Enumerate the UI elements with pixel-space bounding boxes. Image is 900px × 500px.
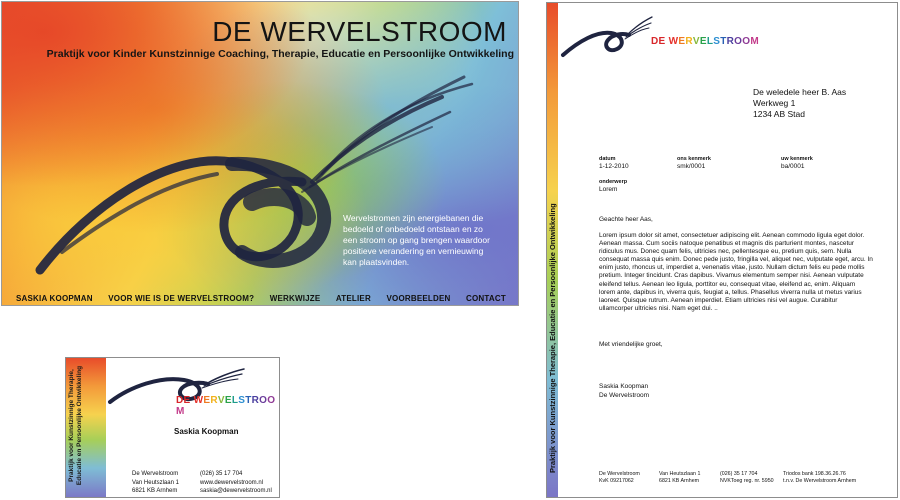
logo-letter: O — [267, 395, 276, 406]
logo-letter: L — [706, 36, 714, 47]
logo-letter: R — [210, 395, 218, 406]
logo-letter: S — [238, 395, 246, 406]
card-address-line: 6821 KB Arnhem — [132, 488, 178, 494]
website-mockup — [1, 1, 519, 306]
logo-letter: L — [231, 395, 239, 406]
logo-letter: V — [217, 395, 225, 406]
nav-voor-wie[interactable]: VOOR WIE IS DE WERVELSTROOM? — [108, 294, 255, 303]
signature-line: De Wervelstroom — [599, 391, 650, 399]
ref-label: datum — [599, 156, 616, 162]
footer-col-phone — [720, 471, 774, 485]
footer-line: 6821 KB Arnhem — [659, 478, 700, 484]
logo-prefix: DE — [651, 36, 669, 47]
logo-letter: T — [720, 36, 727, 47]
logo-letter: O — [734, 36, 743, 47]
logo-letter: R — [685, 36, 693, 47]
ref-label: ons kenmerk — [677, 156, 711, 162]
card-phone: (026) 35 17 704 — [200, 471, 243, 477]
logo-letter: W — [668, 36, 679, 47]
card-contact — [200, 470, 272, 496]
card-logo-wordmark — [176, 395, 279, 417]
letter-body: Lorem ipsum dolor sit amet, consectetuer adipiscing elit. Aenean commodo ligula eget dolor. Aenean massa. Cum sociis natoque penatibus et magnis dis parturient montes, nascetur ridiculus mus. Donec quam felis, ultricies nec, pellentesque eu, pretium quis, sem. Nulla consequat massa quis enim. Donec pede justo, fringilla vel, aliquet nec, vulputate eget, arcu. In enim justo, rhoncus ut, imperdiet a, venenatis vitae, justo. Nullam dictum felis eu pede mollis pretium. Integer tincidunt. Cras dapibus. Vivamus elementum semper nisi. Aenean vulputate eleifend tellus. Aenean leo ligula, porttitor eu, consequat vitae, eleifend ac, enim. Aliquam lorem ante, dapibus in, viverra quis, feugiat a, tellus. Phasellus viverra nulla ut metus varius laoreet. Quisque rutrum. Aenean imperdiet. Etiam ultricies nisi vel augue. Curabitur ullamcorper ultricies nisi. Nam eget dui. .. — [599, 232, 873, 312]
footer-line: Triodos bank 198.36.26.76 — [783, 471, 846, 477]
logo-letter: T — [245, 395, 252, 406]
footer-col-bank — [783, 471, 856, 485]
site-title: DE WERVELSTROOM — [212, 16, 507, 47]
logo-letter: S — [713, 36, 721, 47]
site-navigation — [2, 294, 519, 306]
card-email[interactable]: saskia@dewervelstroom.nl — [200, 488, 272, 494]
footer-col-address — [659, 471, 700, 485]
logo-letter: M — [750, 36, 759, 47]
nav-contact[interactable]: CONTACT — [466, 294, 506, 303]
footer-line: Van Heutszlaan 1 — [659, 471, 701, 477]
logo-letter: O — [259, 395, 268, 406]
subject-value: Lorem — [599, 186, 618, 193]
letter-strip-text: Praktijk voor Kunstzinnige Therapie, Educatie en Persoonlijke Ontwikkeling — [548, 203, 557, 473]
footer-line: KvK 09217062 — [599, 478, 634, 484]
letterhead-document — [546, 2, 898, 498]
ref-value: 1-12-2010 — [599, 163, 629, 170]
salutation: Geachte heer Aas, — [599, 216, 653, 223]
logo-letter: R — [726, 36, 735, 47]
logo-letter: E — [203, 395, 211, 406]
nav-voorbeelden[interactable]: VOORBEELDEN — [386, 294, 451, 303]
ref-ons-kenmerk — [677, 155, 711, 171]
footer-line: NVKToeg reg. nr. 5950 — [720, 478, 774, 484]
business-card — [65, 357, 280, 498]
nav-werkwijze[interactable]: WERKWIJZE — [269, 294, 321, 303]
ref-datum — [599, 155, 629, 171]
logo-letter: E — [699, 36, 707, 47]
logo-letter: E — [678, 36, 686, 47]
card-website[interactable]: www.dewervelstroom.nl — [200, 479, 264, 486]
subject — [599, 178, 627, 194]
card-person-name: Saskia Koopman — [174, 427, 239, 436]
nav-atelier[interactable]: ATELIER — [335, 294, 371, 303]
recipient-line: De weledele heer B. Aas — [753, 87, 847, 97]
footer-col-company — [599, 471, 640, 485]
closing: Met vriendelijke groet, — [599, 341, 663, 348]
ref-value: ba/0001 — [781, 163, 805, 170]
card-rainbow-strip — [66, 358, 106, 498]
footer-line: (026) 35 17 704 — [720, 471, 758, 477]
signature — [599, 383, 649, 400]
site-subtitle: Praktijk voor Kinder Kunstzinnige Coaching, Therapie, Educatie en Persoonlijke Ontwikkeling — [46, 48, 514, 60]
letter-rainbow-strip — [547, 3, 558, 498]
card-strip-text: Praktijk voor Kunstzinnige Therapie, Educatie en Persoonlijke Ontwikkeling — [68, 365, 83, 486]
logo-letter: E — [224, 395, 232, 406]
card-address — [132, 470, 179, 496]
ref-value: smk/0001 — [677, 163, 706, 170]
nav-saskia-koopman[interactable]: SASKIA KOOPMAN — [16, 294, 93, 303]
site-intro-text: Wervelstromen zijn energiebanen die bedoeld of onbedoeld ontstaan en zo een stroom op gang brengen waardoor positieve verandering en vernieuwing kan plaatsvinden. — [343, 213, 490, 267]
recipient-address — [753, 87, 846, 120]
letter-swirl-logo-graphic — [559, 13, 654, 58]
recipient-line: Werkweg 1 — [753, 98, 796, 108]
footer-line: t.n.v. De Wervelstroom Arnhem — [783, 478, 857, 484]
card-address-line: De Wervelstroom — [132, 471, 179, 477]
card-address-line: Van Heutszlaan 1 — [132, 479, 179, 486]
logo-prefix: DE — [176, 395, 194, 406]
subject-label: onderwerp — [599, 179, 628, 185]
letter-logo-wordmark — [651, 36, 759, 47]
signature-line: Saskia Koopman — [599, 383, 649, 390]
recipient-line: 1234 AB Stad — [753, 109, 805, 119]
footer-line: De Wervelstroom — [599, 471, 640, 477]
logo-letter: R — [251, 395, 260, 406]
logo-letter: W — [193, 395, 204, 406]
logo-letter: O — [742, 36, 751, 47]
ref-uw-kenmerk — [781, 155, 813, 171]
ref-label: uw kenmerk — [781, 156, 813, 162]
logo-letter: M — [176, 406, 185, 417]
logo-letter: V — [692, 36, 700, 47]
